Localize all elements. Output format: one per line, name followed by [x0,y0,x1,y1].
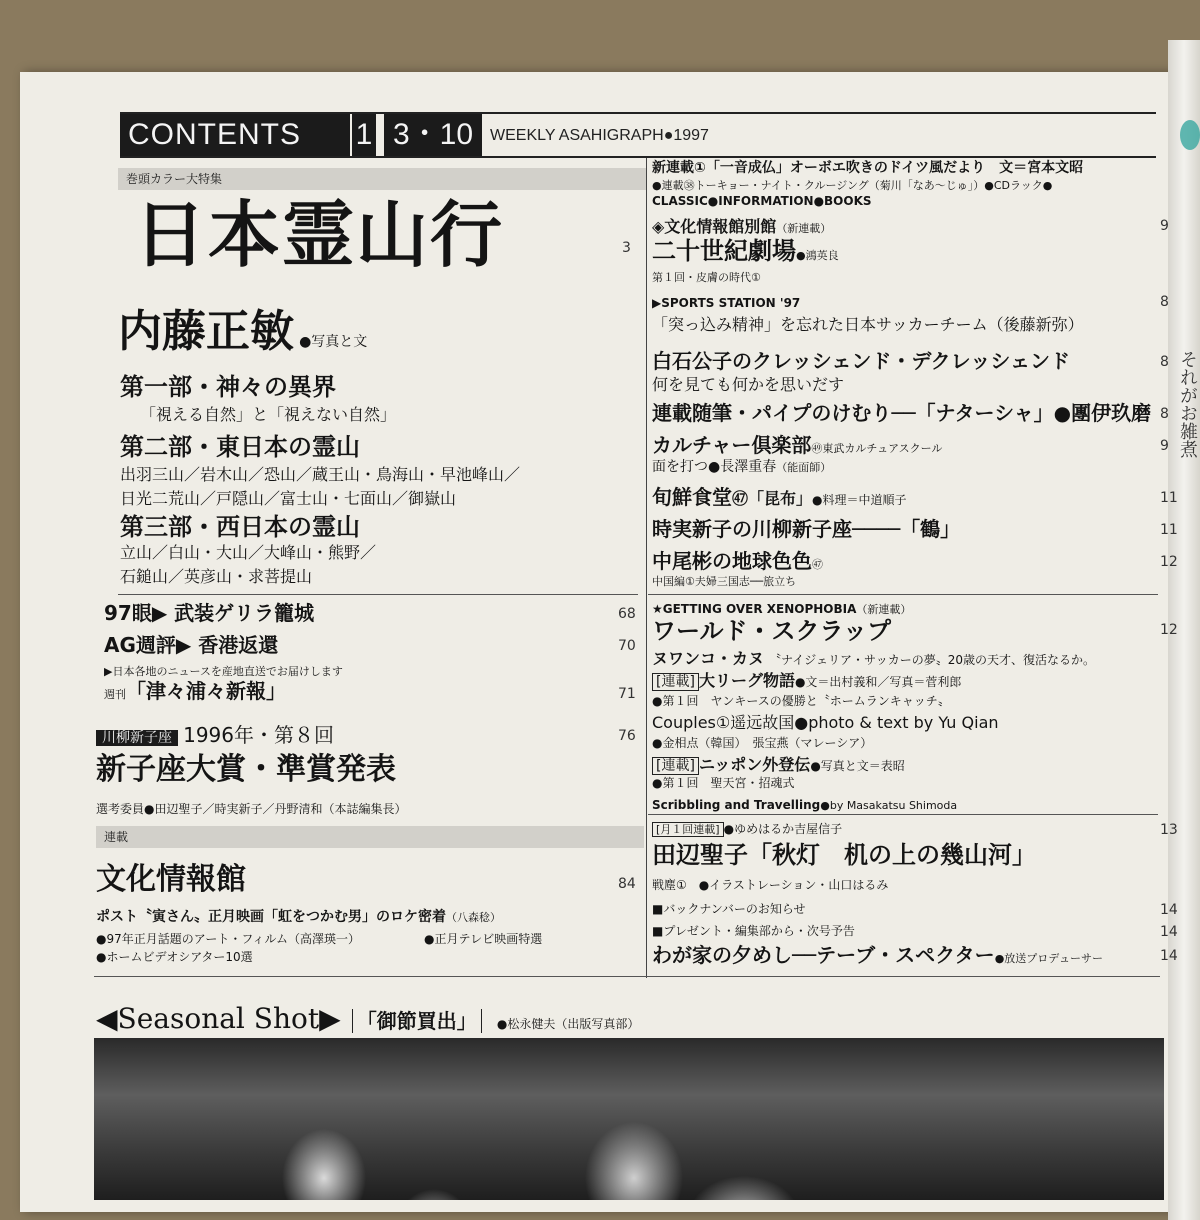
r9-note: ㊼ [812,558,823,571]
r14-note: ●by Masakatsu Shimoda [820,799,958,812]
r4-page: 8 [1160,354,1169,370]
r11-title: 大リーグ物語 [698,671,795,690]
bunka-art-film: ●97年正月話題のアート・フィルム（高澤瑛一） [96,932,360,946]
r8-page: 11 [1160,522,1178,538]
senryu-judges: 選考委員●田辺聖子／時実新子／丹野清和（本誌編集長） [96,802,407,816]
r17-title: ■プレゼント・編集部から・次号予告 [652,924,855,938]
r2-label: ◈文化情報館別館 [652,217,777,236]
serial-band: 連載 [96,826,644,848]
r6-title: カルチャー倶楽部 [652,433,812,457]
r1-title: 新連載①「一音成仏」オーボエ吹きのドイツ風だより 文＝宮本文昭 [652,160,1084,176]
left-rule-1 [118,594,638,595]
r7-note: ●料理＝中道順子 [812,493,907,507]
r1-sub2: CLASSIC●INFORMATION●BOOKS [652,194,872,208]
r15-sub: 戦塵① ●イラストレーション・山口はるみ [652,878,889,892]
r9-sub: 中国編①夫婦三国志──旅立ち [652,575,797,588]
senryu-year: 1996年・第８回 [183,723,334,747]
r2-note: （新連載） [776,222,832,235]
magazine-name: WEEKLY ASAHIGRAPH●1997 [490,127,709,144]
r4-title: 白石公子のクレッシェンド・デクレッシェンド [652,349,1070,373]
r10-sub: ヌワンコ・カヌ [652,649,765,668]
r7-title: 旬鮮食堂 [652,485,732,509]
news-title: 「津々浦々新報」 [126,679,286,703]
bunka-post-by: （八森稔） [446,911,501,924]
r13-note: ●写真と文＝表昭 [810,759,905,773]
r8-title: 時実新子の川柳新子座────「鶴」 [652,517,961,541]
feature-title: 日本霊山行 [134,192,505,277]
edge-text: それがお雑煮 [1177,350,1198,458]
r13-sub: ●第１回 聖天宮・招魂式 [652,776,795,790]
r5-page: 8 [1160,406,1169,422]
r10-note: （新連載） [856,603,912,616]
r15-title: 田辺聖子「秋灯 机の上の幾山河」 [652,840,1036,869]
r6-page: 9 [1160,438,1169,454]
r12-sub: ●金相点（韓国） 張宝燕（マレーシア） [652,736,873,750]
r6-sub-note: （能面師） [776,461,832,474]
bottom-rule [94,976,1160,977]
ag-review-page: 70 [618,638,636,654]
news-note: ▶日本各地のニュースを産地直送でお届けします [104,665,343,678]
r1-sub: ●連載㊳トーキョー・ナイト・クルージング（菊川「なあ〜じゅ」）●CDラック● [652,179,1053,192]
issue-date: 3・10 [384,114,482,156]
right-rule-2 [648,814,1158,815]
r18-page: 14 [1160,948,1178,964]
feature-band: 巻頭カラー大特集 [118,168,646,190]
senryu-title: 新子座大賞・準賞発表 [96,752,396,787]
r10-page: 12 [1160,622,1178,638]
r9-title: 中尾彬の地球色色 [652,549,812,573]
r11-sub: ●第１回 ヤンキースの優勝と〝ホームランキャッチ〟 [652,694,950,708]
part3-list-1: 立山／白山・大山／大峰山・熊野／ [120,543,377,562]
feature-author-note: ●写真と文 [299,334,368,350]
r16-title: ■バックナンバーのお知らせ [652,902,806,916]
r7-mid: ㊼「昆布」 [732,489,813,508]
r9-page: 12 [1160,554,1178,570]
r17-page: 14 [1160,924,1178,940]
bunka-title: 文化情報館 [96,862,246,897]
r16-page: 14 [1160,902,1178,918]
bunka-page: 84 [618,876,636,892]
r3-page: 8 [1160,294,1169,310]
part2-list-2: 日光二荒山／戸隠山／富士山・七面山／御嶽山 [120,489,457,508]
bunka-tv-film: ●正月テレビ映画特選 [424,932,543,946]
r2-author: ●鴻英良 [796,249,839,262]
issue-month: 1 [352,114,376,156]
r11-note: ●文＝出村義和／写真＝菅利郎 [794,675,962,689]
bunka-video: ●ホームビデオシアター10選 [96,950,253,964]
r3-title: 「突っ込み精神」を忘れた日本サッカーチーム（後藤新弥） [652,315,1084,334]
r15-tag: [月１回連載] [652,822,724,837]
senryu-tag: 川柳新子座 [96,730,178,746]
r13-tag: [連載] [652,757,699,775]
part2-title: 第二部・東日本の霊山 [120,433,360,461]
part3-title: 第三部・西日本の霊山 [120,513,360,541]
r12-title: Couples①遥远故国●photo & text by Yu Qian [652,713,999,732]
part2-list-1: 出羽三山／岩木山／恐山／蔵王山・鳥海山・早池峰山／ [120,465,521,484]
news-prefix: 週刊 [104,688,126,701]
senryu-page: 76 [618,728,636,744]
r4-sub: 何を見ても何かを思いだす [652,375,845,394]
r7-page: 11 [1160,490,1178,506]
seasonal-title: 「御節買出」 [352,1009,482,1033]
edge-color-mark [1180,120,1200,150]
contents-label: CONTENTS [120,114,350,156]
part3-list-2: 石鎚山／英彦山・求菩提山 [120,567,313,586]
seasonal-credit: ●松永健夫（出版写真部） [496,1017,640,1031]
seasonal-label: ◀Seasonal Shot▶ [96,1002,341,1035]
r2-title: 二十世紀劇場 [652,237,796,265]
feature-page: 3 [622,240,631,256]
eye97-page: 68 [618,606,636,622]
part1-title: 第一部・神々の異界 [120,373,336,401]
r2-sub: 第１回・皮膚の時代① [652,271,761,284]
r3-label: ▶SPORTS STATION '97 [652,296,801,310]
feature-author: 内藤正敏 [118,306,294,357]
r18-note: ●放送プロデューサー [994,952,1103,965]
part1-subtitle: 「視える自然」と「視えない自然」 [140,405,397,424]
r2-page: 9 [1160,218,1169,234]
r15-page: 13 [1160,822,1178,838]
ag-review-title: AG週評▶ 香港返還 [104,633,279,657]
r5-title: 連載随筆・パイプのけむり──「ナターシャ」●團伊玖磨 [652,401,1152,425]
r11-tag: [連載] [652,673,699,691]
column-divider [646,158,647,978]
r14-title: Scribbling and Travelling [652,798,821,812]
r6-sub: 面を打つ●長澤重春 [652,459,777,475]
eye97-title: 97眼▶ 武装ゲリラ籠城 [104,601,315,625]
news-page: 71 [618,686,636,702]
contents-header [120,112,1156,158]
r18-title: わが家の夕めし──テーブ・スペクター [652,943,995,967]
r15-note: ●ゆめはるか吉屋信子 [723,822,843,836]
r13-title: ニッポン外登伝 [698,755,811,774]
r6-note: ㊾東武カルチュアスクール [811,442,943,455]
seasonal-photo [94,1038,1164,1200]
r10-sub-note: 〝ナイジェリア・サッカーの夢〟20歳の天才、復活なるか。 [769,653,1096,667]
r10-title: ワールド・スクラップ [652,617,892,645]
right-rule-1 [648,594,1158,595]
bunka-post: ポスト〝寅さん〟正月映画「虹をつかむ男」のロケ密着 [96,909,446,925]
r10-label: ★GETTING OVER XENOPHOBIA [652,602,857,616]
